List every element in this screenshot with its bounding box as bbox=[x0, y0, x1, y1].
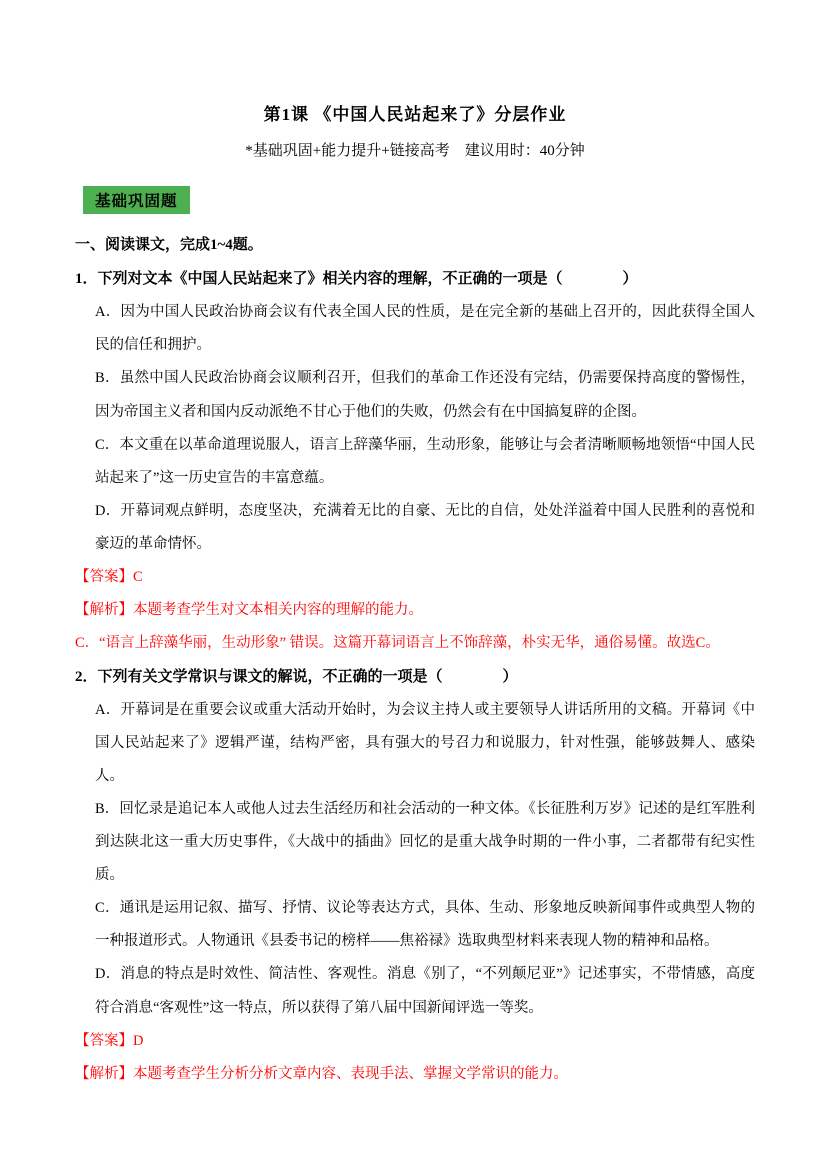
question-2-option-a: A．开幕词是在重要会议或重大活动开始时，为会议主持人或主要领导人讲话所用的文稿。开幕词《中国人民站起来了》逻辑严谨，结构严密，具有强大的号召力和说服力，针对性强，能够鼓舞人、感染人。 bbox=[95, 702, 755, 785]
question-1-option-a: A．因为中国人民政治协商会议有代表全国人民的性质，是在完全新的基础上召开的，因此获得全国人民的信任和拥护。 bbox=[95, 304, 755, 354]
question-2-option-d: D．消息的特点是时效性、简洁性、客观性。消息《别了，“不列颠尼亚”》记述事实，不带情感，高度符合消息“客观性”这一特点，所以获得了第八届中国新闻评选一等奖。 bbox=[95, 966, 755, 1016]
question-2 bbox=[75, 660, 755, 1091]
page-title: 第1课 《中国人民站起来了》分层作业 bbox=[263, 105, 567, 124]
question-2-answer: 【答案】D bbox=[75, 1032, 144, 1049]
section-intro: 一、阅读课文，完成1~4题。 bbox=[75, 237, 263, 253]
question-1-answer: 【答案】C bbox=[75, 568, 143, 585]
question-2-stem: 2．下列有关文学常识与课文的解说，不正确的一项是（ ） bbox=[75, 668, 518, 685]
question-1-analysis-2: C．“语言上辞藻华丽，生动形象” 错误。这篇开幕词语言上不饰辞藻，朴实无华，通俗易懂。故选C。 bbox=[75, 634, 720, 651]
question-1-option-b: B．虽然中国人民政治协商会议顺利召开，但我们的革命工作还没有完结，仍需要保持高度的警惕性，因为帝国主义者和国内反动派绝不甘心于他们的失败，仍然会有在中国搞复辟的企图。 bbox=[95, 370, 755, 420]
question-1-option-c: C．本文重在以革命道理说服人，语言上辞藻华丽，生动形象，能够让与会者清晰顺畅地领悟“中国人民站起来了”这一历史宣告的丰富意蕴。 bbox=[95, 436, 755, 486]
question-2-option-c: C．通讯是运用记叙、描写、抒情、议论等表达方式，具体、生动、形象地反映新闻事件或典型人物的一种报道形式。人物通讯《县委书记的榜样——焦裕禄》选取典型材料来表现人物的精神和品格。 bbox=[95, 900, 755, 950]
question-1-stem: 1．下列对文本《中国人民站起来了》相关内容的理解，不正确的一项是（ ） bbox=[75, 271, 638, 288]
question-1-analysis-1: 【解析】本题考查学生对文本相关内容的理解的能力。 bbox=[75, 601, 423, 618]
question-2-option-b: B．回忆录是追记本人或他人过去生活经历和社会活动的一种文体。《长征胜利万岁》记述的是红军胜利到达陕北这一重大历史事件，《大战中的插曲》回忆的是重大战争时期的一件小事，二者都带有纪实性质。 bbox=[95, 801, 755, 884]
question-1 bbox=[75, 262, 755, 660]
question-2-analysis-1: 【解析】本题考查学生分析分析文章内容、表现手法、掌握文学常识的能力。 bbox=[75, 1065, 568, 1082]
page-subtitle: *基础巩固+能力提升+链接高考 建议用时：40分钟 bbox=[245, 143, 585, 159]
section-badge: 基础巩固题 bbox=[83, 186, 190, 214]
question-1-option-d: D．开幕词观点鲜明，态度坚决，充满着无比的自豪、无比的自信，处处洋溢着中国人民胜利的喜悦和豪迈的革命情怀。 bbox=[95, 502, 755, 552]
